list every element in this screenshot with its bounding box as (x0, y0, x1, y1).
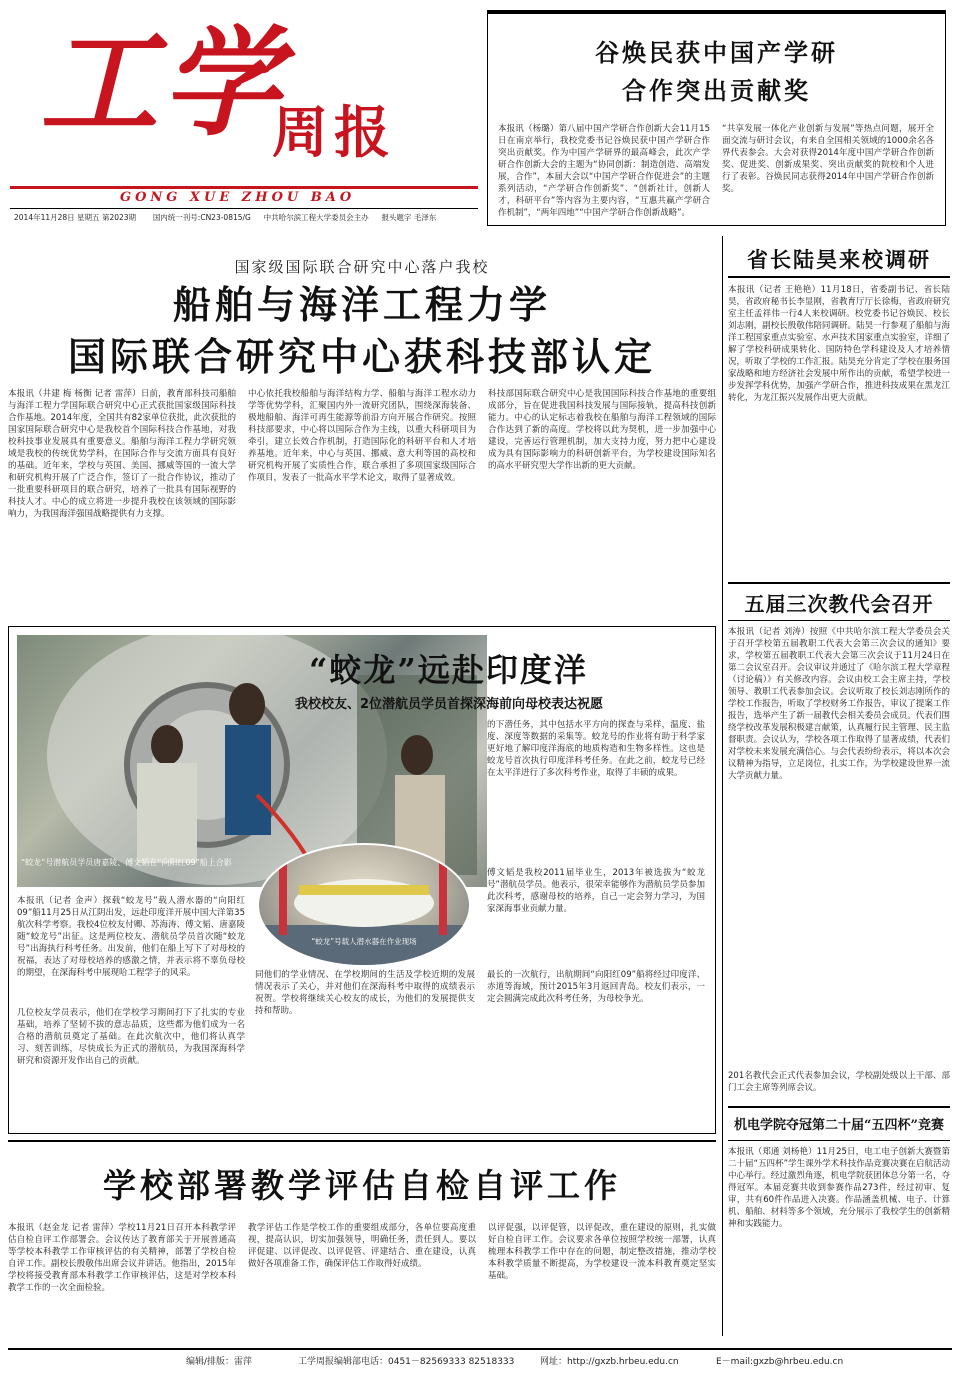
masthead-logo-sub: 周报 (272, 100, 396, 166)
issue-date: 2014年11月28日 星期五 第2023期 (14, 213, 137, 222)
sidebar-2-bottom: 201名教代会正式代表参加会议，学校副处级以上干部、部门工会主席等列席会议。 (728, 1071, 950, 1093)
masthead-logo: 工学 (40, 13, 285, 152)
sidebar-story-3 (728, 1106, 950, 1342)
main-story-title-2: 国际联合研究中心获科技部认定 (67, 334, 656, 379)
top-story (487, 10, 946, 226)
top-story-col-1: 本报讯（杨璐）第八届中国产学研合作创新大会11月15日在南京举行，我校党委书记谷焕民获中国产学研合作突出贡献奖。作为中国产学研界的最高峰会，此次产学研合作创新大会的主题为“协同创新：制造创造、高端发展，合作”，本届大会以“中国产学研合作促进会”的主题系列活动，“产学研合作创新奖”、“创新社计，创新人才，科研平台”等内容为主要内容，“互惠共赢产学研合作机制”，“两年四地”“中国产学研合作创新战略”。 (498, 124, 710, 218)
sidebar-2-body: 本报讯（记者 刘涛）按照《中共哈尔滨工程大学委员会关于召开学校第五届教职工代表大会第三次会议的通知》要求，学校第五届教职工代表大会第三次会议于11月24日在第二会议室召开。会议审议并通过了《哈尔滨工程大学章程（讨论稿）》有关修改内容。会议由校工会主席主持，学校领导、教职工代表参加会议。会议听取了校长刘志刚所作的学校工作报告，听取了学校财务工作报告，审议了提案工作报告，选举产生了新一届教代会相关委员会成员。代表们围绕学校改革发展积极建言献策，认真履行民主管理、民主监督职责。会议认为，学校各项工作取得了显著成绩，代表们对学校未来发展充满信心。与会代表纷纷表示，将以本次会议精神为指导，立足岗位，扎实工作，为学校建设世界一流大学贡献力量。 (728, 627, 950, 781)
jiaolong-caption-1: “蛟龙”号潜航员学员唐嘉陵、傅文韬在“向阳红09”船上合影 (21, 858, 232, 867)
jiaolong-col-left: 本报讯（记者 金声）探载“蛟龙号”载人潜水器的“向阳红09”船11月25日从江阴出发，远赴印度洋开展中国大洋第35航次科学考察。我校4位校友付卿、苏海涛、傅文韬、唐嘉陵随“蛟龙号”出征。这是两位校友、潜航员学员首次随“蛟龙号”出海执行科考任务。出发前，他们在船上写下了对母校的祝福，表达了对母校培养的感激之情，并表示将不辜负母校的期望，在深海科考中展现哈工程学子的风采。 (17, 896, 245, 978)
assessment-col-1: 本报讯（赵金龙 记者 雷萍）学校11月21日召开本科教学评估自检自评工作部署会。会议传达了教育部关于开展普通高等学校本科教学工作审核评估的有关精神，部署了学校自检自评工作。副校长殷敬伟出席会议并讲话。他指出，2015年学校将接受教育部本科教学工作审核评估，这是对学校本科教学工作的一次全面检验。 (8, 1223, 236, 1293)
sidebar-1-title: 省长陆昊来校调研 (747, 247, 931, 272)
assessment-title: 学校部署教学评估自检自评工作 (103, 1166, 621, 1205)
footer-phone: 工学周报编辑部电话：0451－82569333 82518333 (298, 1357, 515, 1367)
sidebar-2-title: 五届三次教代会召开 (744, 592, 934, 616)
jiaolong-col-bottom-mid: 同他们的学业情况、在学校期间的生活及学校近期的发展情况表示了关心，并对他们在深海科考中取得的成绩表示祝贺。学校将继续关心校友的成长，为他们的发展提供支持和帮助。 (255, 970, 475, 1016)
jiaolong-col-mid-2: 傅文韬是我校2011届毕业生，2013年被选拔为“蛟龙号”潜航员学员。他表示，很荣幸能够作为潜航员学员参加此次科考，感谢母校的培养，自己一定会努力学习，为国家深海事业贡献力量。 (487, 868, 705, 914)
jiaolong-story (8, 626, 716, 1134)
footer (0, 1352, 960, 1372)
footer-website[interactable]: 网址：http://gxzb.hrbeu.edu.cn (540, 1357, 679, 1367)
assessment-col-2: 教学评估工作是学校工作的重要组成部分，各单位要高度重视，提高认识，切实加强领导，明确任务，责任到人。要以评促建、以评促改、以评促管、评建结合、重在建设，认真做好各项准备工作，确保评估工作取得好成绩。 (248, 1223, 476, 1269)
main-story-col-3: 科技部国际联合研究中心是我国国际科技合作基地的重要组成部分，旨在促进我国科技发展与国际接轨，提高科技创新能力。中心的认定标志着我校在船舶与海洋工程领域的国际合作达到了新的高度。学校将以此为契机，进一步加强中心建设，完善运行管理机制，加大支持力度，努力把中心建设成为具有国际影响力的科研创新平台，为学校建设国际知名的高水平研究型大学作出新的更大贡献。 (488, 389, 716, 471)
sidebar-story-1 (728, 236, 950, 576)
main-story-title-1: 船舶与海洋工程力学 (172, 282, 551, 327)
inscription: 报头题字 毛泽东 (381, 213, 437, 222)
jiaolong-col-mid: 的下潜任务，其中包括水平方向的探查与采样，温度、盐度、深度等数据的采集等。蛟龙号的作业将有助于科学家更好地了解印度洋海底的地质构造和生物多样性。这也是蛟龙号首次执行印度洋科考任务。在此之前，蛟龙号已经在太平洋进行了多次科考作业，取得了丰硕的成果。 (487, 720, 705, 778)
jiaolong-col-left-2: 几位校友学员表示，他们在学校学习期间打下了扎实的专业基础，培养了坚韧不拔的意志品质，这些都为他们成为一名合格的潜航员奠定了基础。在此次航次中，他们将认真学习、刻苦训练，尽快成长为正式的潜航员，为我国深海科学研究和资源开发作出自己的贡献。 (17, 1008, 245, 1066)
vertical-divider (722, 236, 723, 1336)
jiaolong-subtitle: 我校校友、2位潜航员学员首探深海前向母校表达祝愿 (295, 697, 604, 712)
jiaolong-caption-2: “蛟龙”号载人潜水器在作业现场 (311, 937, 417, 946)
jiaolong-title: “蛟龙”远赴印度洋 (309, 651, 588, 689)
masthead (10, 8, 478, 230)
main-story-col-2: 中心依托我校船舶与海洋结构力学、船舶与海洋工程水动力学等优势学科，汇聚国内外一流研究团队，围绕深海装备、极地船舶、海洋可再生能源等前沿方向开展合作研究。按照科技部要求，中心将以国际合作为主线，以重大科研项目为牵引，建立长效合作机制，打造国际化的科研平台和人才培养基地。近年来，中心与英国、挪威、意大利等国的高校和研究机构开展了实质性合作，联合承担了多项国家级国际合作项目，发表了一批高水平学术论文，取得了显著成效。 (248, 389, 476, 483)
masthead-info (14, 212, 478, 223)
top-story-title-2: 合作突出贡献奖 (622, 76, 811, 105)
masthead-pinyin: GONG XUE ZHOU BAO (120, 190, 356, 205)
sidebar-1-body: 本报讯（记者 王艳艳）11月18日，省委副书记、省长陆昊，省政府秘书长李显刚，省教育厅厅长徐梅，省政府研究室主任孟祥伟一行4人来校调研。校党委书记谷焕民、校长刘志刚，副校长殷敬伟陪同调研。陆昊一行参观了船舶与海洋工程国家重点实验室、水声技术国家重点实验室，详细了解了学校科研成果转化、国防特色学科建设及人才培养情况，听取了学校的工作汇报。陆昊充分肯定了学校在服务国家战略和地方经济社会发展中所作出的贡献，希望学校进一步发挥学科优势，加强产学研合作，推进科技成果在黑龙江转化，为龙江振兴发展作出更大贡献。 (728, 285, 950, 403)
main-story-col-1: 本报讯（井建 梅 杨衡 记者 雷萍）日前，教育部科技司船舶与海洋工程力学国际联合研究中心正式获批国家级国际科技合作基地。2014年度，全国共有82家单位获批，此次获批的国家国际联合研究中心是我校首个国际科技合作基地，对我校科技事业发展具有重要意义。船舶与海洋工程力学研究领域是我校的传统优势学科，在国际合作与交流方面具有良好的基础。近年来，学校与英国、美国、挪威等国的一流大学和研究机构开展了广泛合作，签订了一批合作协议，推动了一批重要科研项目的联合研究，培养了一批具有国际视野的科技人才。中心的成立将进一步提升我校在该领域的国际影响力，为我国海洋强国战略提供有力支撑。 (8, 389, 236, 519)
footer-divider (8, 1348, 952, 1350)
footer-email[interactable]: E－mail:gxzb@hrbeu.edu.cn (716, 1357, 844, 1367)
masthead-divider (10, 186, 478, 189)
cn-number: 国内统一刊号:CN23-0815/G (152, 213, 251, 222)
sidebar-3-title: 机电学院夺冠第二十届“五四杯”竞赛 (734, 1118, 944, 1133)
jiaolong-col-right: 最长的一次航行，出航期间“向阳红09”船将经过印度洋、赤道等海域，预计2015年3月返回青岛。校友们表示，一定会圆满完成此次科考任务，为母校争光。 (487, 970, 705, 1004)
main-story-kicker: 国家级国际联合研究中心落户我校 (234, 258, 490, 276)
footer-editor: 编辑/排版：雷萍 (186, 1357, 253, 1367)
sponsor: 中共哈尔滨工程大学委员会主办 (263, 213, 369, 222)
main-story (8, 240, 716, 620)
sidebar-3-body: 本报讯（郑通 刘杨艳）11月25日，电工电子创新大赛暨第二十届“五四杯”学生课外学术科技作品竞赛决赛在启航活动中心举行。经过激烈角逐，机电学院获团体总分第一名，夺得冠军。本届竞赛共收到参赛作品273件，经过初审、复审，共有60件作品进入决赛。作品涵盖机械、电子、计算机、船舶、材料等多个领域，充分展示了我校学生的创新精神和实践能力。 (728, 1147, 950, 1229)
jiaolong-photo-2 (257, 843, 471, 967)
submersible-svg (259, 845, 469, 965)
assessment-story (8, 1140, 716, 1344)
sidebar-story-2 (728, 582, 950, 1102)
top-story-col-2: “共享发展一体化产业创新与发展”等热点问题，展开全面交流与研讨会议，有来自全国相关领域的1000余名各界代表参会。大会对获得2014年度中国产学研合作创新奖、促进奖、创新成果奖、突出贡献奖的院校和个人进行了表彰。谷焕民同志获得2014年中国产学研合作创新奖。 (722, 124, 934, 194)
assessment-col-3: 以评促强，以评促管，以评促改，重在建设的原则，扎实做好自检自评工作。会议要求各单位按照学校统一部署，认真梳理本科教学工作中存在的问题，制定整改措施，推动学校本科教学质量不断提高，为学校建设一流本科教育奠定坚实基础。 (488, 1223, 716, 1281)
top-story-title-1: 谷焕民获中国产学研 (595, 38, 838, 67)
masthead-divider-2 (10, 208, 478, 209)
